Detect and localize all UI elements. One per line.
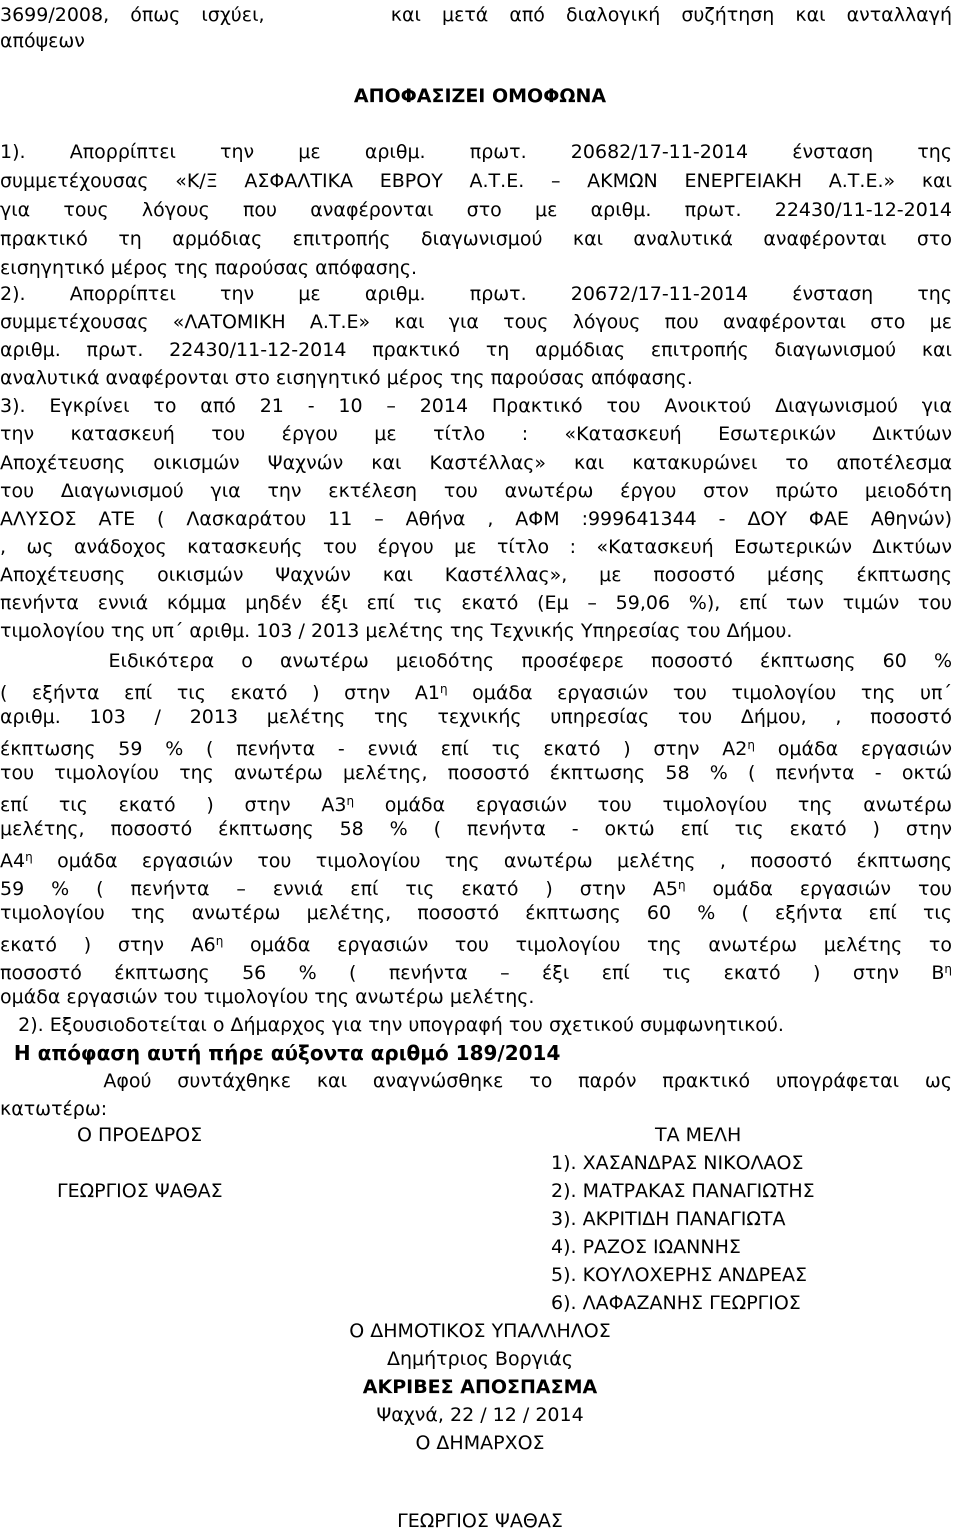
- president-name: ΓΕΩΡΓΙΟΣ ΨΑΘΑΣ: [57, 1180, 223, 1202]
- ordinal-superscript: η: [215, 934, 224, 948]
- ordinal-superscript: η: [25, 850, 33, 864]
- item3-line: ΑΛΥΣΟΣ ΑΤΕ ( Λασκαράτου 11 – Αθήνα , ΑΦΜ :999641344 - ΔΟΥ ΦΑΕ Αθηνών): [0, 508, 952, 530]
- decision-number: Η απόφαση αυτή πήρε αύξοντα αριθμό 189/2014: [0, 1041, 561, 1065]
- detail-line: τιμολογίου της ανωτέρω μελέτης, ποσοστό έκπτωσης 60 % ( εξήντα επί τις: [0, 902, 952, 924]
- place-date: Ψαχνά, 22 / 12 / 2014: [376, 1404, 584, 1426]
- item3-line: τιμολογίου της υπ΄ αριθμ. 103 / 2013 μελέτης της Τεχνικής Υπηρεσίας του Δήμου.: [0, 620, 793, 642]
- detail-line: ομάδα εργασιών του τιμολογίου της ανωτέρω μελέτης.: [0, 986, 535, 1008]
- ordinal-superscript: η: [677, 878, 686, 892]
- detail-line: $A4^\eta$ ομάδα εργασιών του τιμολογίου της ανωτέρω μελέτης , ποσοστό έκπτωσης: [0, 850, 952, 872]
- signoff-line: Αφού συντάχθηκε και αναγνώσθηκε το παρόν πρακτικό υπογράφεται ως: [0, 1070, 952, 1092]
- decision-heading: ΑΠΟΦΑΣΙΖΕΙ ΟΜΟΦΩΝΑ: [353, 85, 607, 107]
- detail-line: μελέτης, ποσοστό έκπτωσης 58 % ( πενήντα - οκτώ επί τις εκατό ) στην: [0, 818, 952, 840]
- detail-line: ποσοστό έκπτωσης 56 % ( πενήντα – έξι επί τις εκατό ) στην $B^\eta$: [0, 962, 952, 984]
- item3-line: Αποχέτευσης οικισμών Ψαχνών και Καστέλλας» και κατακυρώνει το αποτέλεσμα: [0, 452, 952, 474]
- certified-copy-label: ΑΚΡΙΒΕΣ ΑΠΟΣΠΑΣΜΑ: [362, 1376, 598, 1398]
- authorization-line: 2). Εξουσιοδοτείται ο Δήμαρχος για την υπογραφή του σχετικού συμφωνητικού.: [0, 1014, 784, 1036]
- detail-line: ( εξήντα επί τις εκατό ) στην $A1^\eta$ ομάδα εργασιών του τιμολογίου της υπ΄: [0, 682, 952, 704]
- item3-line: του Διαγωνισμού για την εκτέλεση του ανωτέρω έργου στον πρώτο μειοδότη: [0, 480, 952, 502]
- item1-line: 1). Απορρίπτει την με αριθμ. πρωτ. 20682/17-11-2014 ένσταση της: [0, 141, 952, 163]
- intro-line: 3699/2008, όπως ισχύει, και μετά από διαλογική συζήτηση και ανταλλαγή: [0, 4, 952, 26]
- president-title: Ο ΠΡΟΕΔΡΟΣ: [77, 1124, 203, 1146]
- detail-line: Ειδικότερα ο ανωτέρω μειοδότης προσέφερε ποσοστό έκπτωσης 60 %: [0, 650, 952, 672]
- mayor-title: Ο ΔΗΜΑΡΧΟΣ: [415, 1432, 545, 1454]
- detail-line: 59 % ( πενήντα – εννιά επί τις εκατό ) στην $A5^\eta$ ομάδα εργασιών του: [0, 878, 952, 900]
- detail-line: έκπτωσης 59 % ( πενήντα - εννιά επί τις εκατό ) στην $A2^\eta$ ομάδα εργασιών: [0, 738, 952, 760]
- item1-line: συμμετέχουσας «Κ/Ξ ΑΣΦΑΛΤΙΚΑ ΕΒΡΟΥ Α.Τ.Ε. – ΑΚΜΩΝ ΕΝΕΡΓΕΙΑΚΗ Α.Τ.Ε.» και: [0, 170, 952, 192]
- member-item: 4). ΡΑΖΟΣ ΙΩΑΝΝΗΣ: [551, 1236, 741, 1258]
- member-item: 3). ΑΚΡΙΤΙΔΗ ΠΑΝΑΓΙΩΤΑ: [551, 1208, 786, 1230]
- item3-line: 3). Εγκρίνει το από 21 - 10 – 2014 Πρακτικό του Ανοικτού Διαγωνισμού για: [0, 395, 952, 417]
- item2-line: 2). Απορρίπτει την με αριθμ. πρωτ. 20672/17-11-2014 ένσταση της: [0, 283, 952, 305]
- ordinal-superscript: η: [346, 794, 355, 808]
- detail-line: του τιμολογίου της ανωτέρω μελέτης, ποσοστό έκπτωσης 58 % ( πενήντα - οκτώ: [0, 762, 952, 784]
- item1-line: εισηγητικό μέρος της παρούσας απόφασης.: [0, 257, 418, 279]
- member-item: 1). ΧΑΣΑΝΔΡΑΣ ΝΙΚΟΛΑΟΣ: [551, 1152, 804, 1174]
- detail-line: αριθμ. 103 / 2013 μελέτης της τεχνικής υπηρεσίας του Δήμου, , ποσοστό: [0, 706, 952, 728]
- clerk-title: Ο ΔΗΜΟΤΙΚΟΣ ΥΠΑΛΛΗΛΟΣ: [349, 1320, 611, 1342]
- item3-line: , ως ανάδοχος κατασκευής του έργου με τίτλο : «Κατασκευή Εσωτερικών Δικτύων: [0, 536, 952, 558]
- mayor-name: ΓΕΩΡΓΙΟΣ ΨΑΘΑΣ: [397, 1510, 563, 1532]
- member-item: 5). ΚΟΥΛΟΧΕΡΗΣ ΑΝΔΡΕΑΣ: [551, 1264, 808, 1286]
- item1-line: πρακτικό τη αρμόδιας επιτροπής διαγωνισμού και αναλυτικά αναφέρονται στο: [0, 228, 952, 250]
- item3-line: την κατασκευή του έργου με τίτλο : «Κατασκευή Εσωτερικών Δικτύων: [0, 423, 952, 445]
- item2-line: αναλυτικά αναφέρονται στο εισηγητικό μέρος της παρούσας απόφασης.: [0, 367, 693, 389]
- item3-line: πενήντα εννιά κόμμα μηδέν έξι επί τις εκατό (Εμ – 59,06 %), επί των τιμών του: [0, 592, 952, 614]
- detail-line: επί τις εκατό ) στην $A3^\eta$ ομάδα εργασιών του τιμολογίου της ανωτέρω: [0, 794, 952, 816]
- item2-line: αριθμ. πρωτ. 22430/11-12-2014 πρακτικό τη αρμόδιας επιτροπής διαγωνισμού και: [0, 339, 952, 361]
- ordinal-superscript: η: [747, 738, 755, 752]
- item1-line: για τους λόγους που αναφέρονται στο με αριθμ. πρωτ. 22430/11-12-2014: [0, 199, 952, 221]
- detail-line: εκατό ) στην $A6^\eta$ ομάδα εργασιών του τιμολογίου της ανωτέρω μελέτης το: [0, 934, 952, 956]
- member-item: 2). ΜΑΤΡΑΚΑΣ ΠΑΝΑΓΙΩΤΗΣ: [551, 1180, 815, 1202]
- item3-line: Αποχέτευσης οικισμών Ψαχνών και Καστέλλας», με ποσοστό μέσης έκπτωσης: [0, 564, 952, 586]
- clerk-name: Δημήτριος Βοργιάς: [387, 1348, 573, 1370]
- ordinal-superscript: η: [439, 682, 448, 696]
- members-title: ΤΑ ΜΕΛΗ: [655, 1124, 742, 1146]
- ordinal-superscript: η: [944, 962, 952, 976]
- signoff-line: κατωτέρω:: [0, 1098, 108, 1120]
- intro-line: απόψεων: [0, 30, 85, 52]
- item2-line: συμμετέχουσας «ΛΑΤΟΜΙΚΗ Α.Τ.Ε» και για τους λόγους που αναφέρονται στο με: [0, 311, 952, 333]
- member-item: 6). ΛΑΦΑΖΑΝΗΣ ΓΕΩΡΓΙΟΣ: [551, 1292, 801, 1314]
